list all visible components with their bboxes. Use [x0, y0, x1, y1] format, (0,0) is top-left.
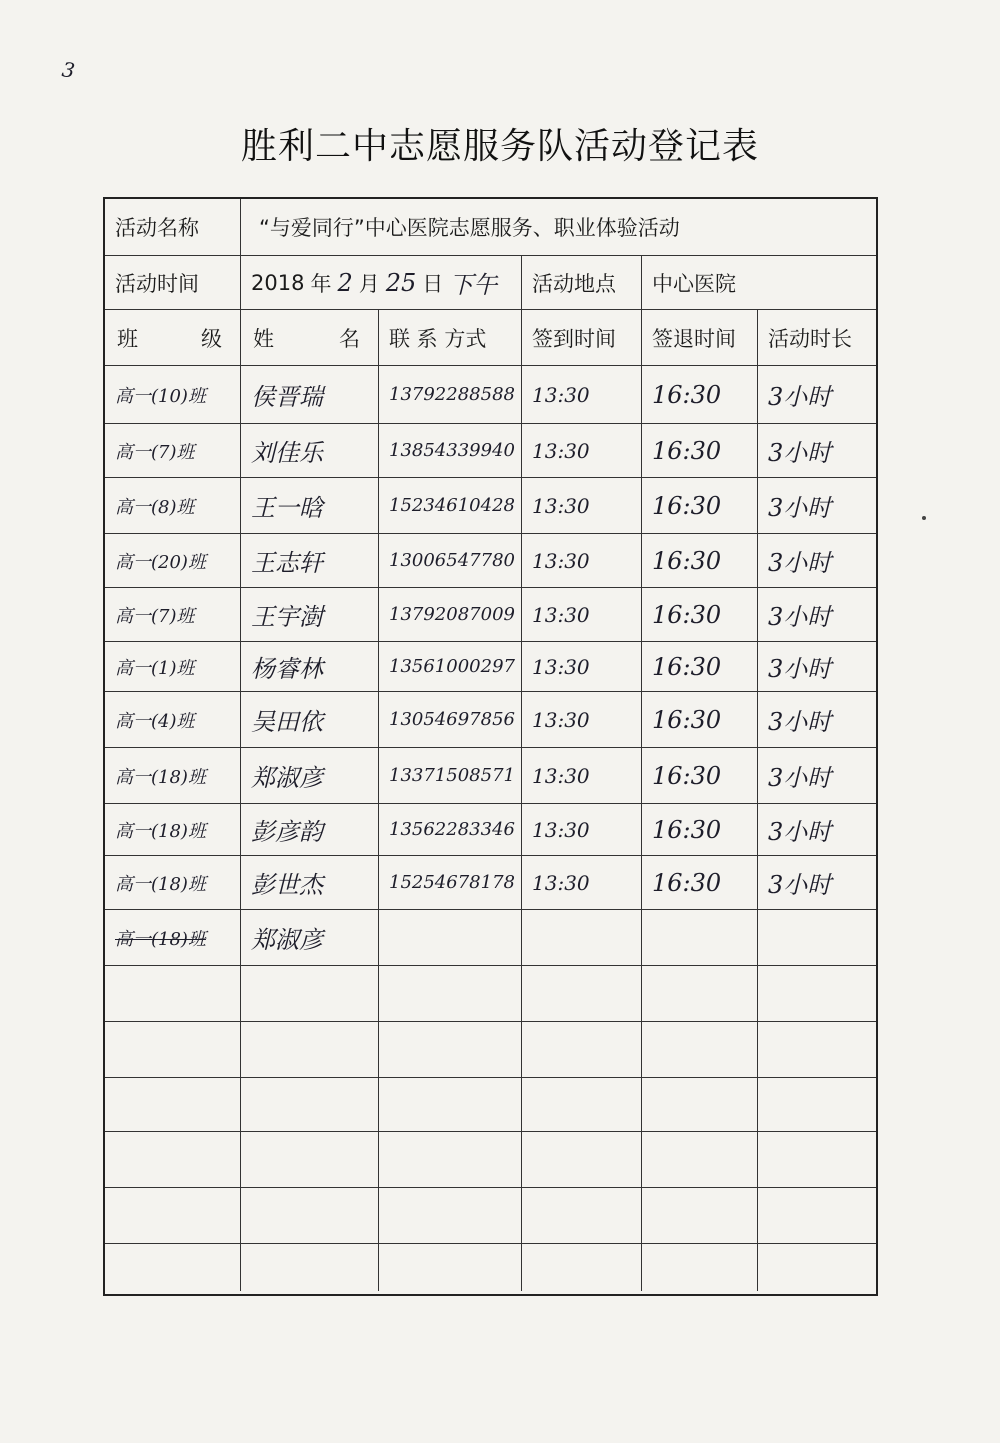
cell-sign-in: [521, 1188, 641, 1243]
table-row: [105, 477, 876, 533]
cell-sign-in: 13:30: [521, 692, 641, 747]
table-row: [105, 1131, 876, 1187]
cell-phone: 15254678178: [378, 856, 521, 909]
cell-phone: 13054697856: [378, 692, 521, 747]
cell-phone: 13792087009: [378, 588, 521, 641]
table-row: [105, 1077, 876, 1131]
cell-phone: [378, 1132, 521, 1187]
activity-year: 2018: [251, 270, 305, 295]
cell-sign-in: 13:30: [521, 642, 641, 691]
cell-sign-in: 13:30: [521, 804, 641, 855]
cell-sign-in: 13:30: [521, 748, 641, 803]
table-row: [105, 747, 876, 803]
header-sign-in: 签到时间: [521, 310, 641, 365]
cell-duration: 3小时: [757, 692, 876, 747]
form-title: 胜利二中志愿服务队活动登记表: [240, 126, 759, 167]
cell-duration: 3小时: [757, 424, 876, 477]
cell-phone: [378, 1244, 521, 1291]
cell-class: 高一(20)班: [115, 551, 206, 573]
cell-sign-in: 13:30: [521, 424, 641, 477]
cell-class: 高一(4)班: [115, 710, 195, 732]
activity-name-row: [105, 199, 876, 255]
activity-place-value: 中心医院: [641, 256, 876, 309]
cell-name: 王志轩: [240, 534, 378, 587]
cell-class: [105, 1078, 240, 1131]
cell-duration: [757, 966, 876, 1021]
cell-sign-in: [521, 1078, 641, 1131]
cell-duration: [757, 1132, 876, 1187]
header-sign-out: 签退时间: [641, 310, 757, 365]
cell-sign-out: 16:30: [641, 424, 757, 477]
cell-sign-in: [521, 966, 641, 1021]
cell-class: 高一(18)班: [115, 820, 206, 842]
cell-sign-out: 16:30: [641, 534, 757, 587]
table-row: [105, 587, 876, 641]
cell-name: [240, 966, 378, 1021]
cell-name: 刘佳乐: [240, 424, 378, 477]
cell-class: [105, 1132, 240, 1187]
cell-sign-out: 16:30: [641, 588, 757, 641]
table-row: [105, 691, 876, 747]
cell-phone: 13561000297: [378, 642, 521, 691]
activity-name-value: “与爱同行”中心医院志愿服务、职业体验活动: [240, 199, 876, 255]
header-duration: 活动时长: [757, 310, 876, 365]
activity-name-label: 活动名称: [115, 216, 199, 240]
cell-name: [240, 1188, 378, 1243]
table-row: [105, 533, 876, 587]
cell-phone: 13792288588: [378, 366, 521, 423]
cell-name: [240, 1244, 378, 1291]
cell-phone: [378, 1188, 521, 1243]
cell-class: 高一(10)班: [115, 385, 206, 407]
cell-sign-out: 16:30: [641, 692, 757, 747]
cell-sign-in: 13:30: [521, 856, 641, 909]
header-contact: 联 系 方式: [378, 310, 521, 365]
cell-class: [105, 966, 240, 1021]
cell-phone: 13854339940: [378, 424, 521, 477]
table-row: [105, 641, 876, 691]
cell-sign-out: 16:30: [641, 642, 757, 691]
activity-time-value: [240, 256, 521, 309]
table-row: [105, 1021, 876, 1077]
cell-duration: 3小时: [757, 642, 876, 691]
cell-sign-out: 16:30: [641, 366, 757, 423]
cell-name: 郑淑彦: [240, 748, 378, 803]
cell-name: 彭彦韵: [240, 804, 378, 855]
cell-sign-out: 16:30: [641, 748, 757, 803]
cell-duration: 3小时: [757, 748, 876, 803]
cell-duration: [757, 1244, 876, 1291]
cell-phone: 13371508571: [378, 748, 521, 803]
activity-day-unit: 日: [422, 271, 444, 296]
cell-class: [105, 1244, 240, 1291]
header-class-b: 级: [201, 326, 222, 351]
activity-month: 2: [337, 268, 353, 297]
cell-sign-out: [641, 1078, 757, 1131]
cell-sign-out: [641, 1244, 757, 1291]
cell-name: [240, 1132, 378, 1187]
header-name-b: 名: [339, 326, 360, 351]
cell-sign-in: [521, 1244, 641, 1291]
cell-sign-out: [641, 1022, 757, 1077]
cell-sign-in: 13:30: [521, 588, 641, 641]
activity-place-label: 活动地点: [521, 256, 641, 309]
cell-sign-in: 13:30: [521, 366, 641, 423]
table-row: [105, 909, 876, 965]
cell-class: 高一(1)班: [115, 657, 195, 679]
activity-period: 下午: [449, 271, 498, 299]
cell-phone: [378, 910, 521, 965]
cell-phone: 13006547780: [378, 534, 521, 587]
cell-duration: 3小时: [757, 478, 876, 533]
cell-name: 吴田依: [240, 692, 378, 747]
table-row: [105, 803, 876, 855]
activity-time-label: 活动时间: [115, 271, 199, 296]
cell-sign-out: 16:30: [641, 804, 757, 855]
ink-speck: [922, 516, 926, 520]
cell-phone: 13562283346: [378, 804, 521, 855]
cell-class: [105, 1022, 240, 1077]
table-row: [105, 1243, 876, 1291]
activity-day: 25: [385, 268, 417, 297]
activity-year-unit: 年: [310, 271, 332, 296]
table-row: [105, 855, 876, 909]
cell-duration: [757, 1078, 876, 1131]
header-name: [240, 310, 378, 365]
cell-phone: [378, 966, 521, 1021]
cell-sign-in: [521, 1132, 641, 1187]
cell-duration: 3小时: [757, 534, 876, 587]
cell-duration: 3小时: [757, 366, 876, 423]
column-header-row: [105, 309, 876, 365]
cell-duration: 3小时: [757, 804, 876, 855]
cell-sign-out: 16:30: [641, 478, 757, 533]
cell-duration: [757, 1188, 876, 1243]
table-row: [105, 365, 876, 423]
header-class: [105, 310, 240, 365]
cell-name: [240, 1022, 378, 1077]
cell-name: 杨睿林: [240, 642, 378, 691]
cell-phone: 15234610428: [378, 478, 521, 533]
table-row: [105, 1187, 876, 1243]
cell-sign-in: 13:30: [521, 534, 641, 587]
page-number: 3: [60, 57, 77, 83]
cell-sign-out: [641, 966, 757, 1021]
activity-time-row: [105, 255, 876, 309]
cell-phone: [378, 1078, 521, 1131]
cell-name: 王宇澍: [240, 588, 378, 641]
cell-name: 王一晗: [240, 478, 378, 533]
cell-sign-out: [641, 910, 757, 965]
header-class-a: 班: [117, 326, 138, 351]
cell-sign-in: [521, 910, 641, 965]
cell-duration: [757, 1022, 876, 1077]
cell-duration: [757, 910, 876, 965]
cell-class: 高一(18)班: [115, 873, 206, 895]
table-row: [105, 423, 876, 477]
header-name-a: 姓: [253, 326, 274, 351]
registration-form: [103, 197, 878, 1296]
cell-class: 高一(7)班: [115, 605, 195, 627]
cell-class: 高一(7)班: [115, 441, 195, 463]
activity-month-unit: 月: [358, 271, 380, 296]
cell-name: [240, 1078, 378, 1131]
cell-duration: 3小时: [757, 856, 876, 909]
cell-name: 侯晋瑞: [240, 366, 378, 423]
cell-name: 郑淑彦: [240, 910, 378, 965]
cell-sign-out: 16:30: [641, 856, 757, 909]
cell-sign-out: [641, 1188, 757, 1243]
cell-name: 彭世杰: [240, 856, 378, 909]
cell-class: [105, 1188, 240, 1243]
cell-phone: [378, 1022, 521, 1077]
cell-sign-out: [641, 1132, 757, 1187]
cell-sign-in: 13:30: [521, 478, 641, 533]
cell-duration: 3小时: [757, 588, 876, 641]
cell-class: 高一(18)班: [115, 928, 206, 950]
cell-sign-in: [521, 1022, 641, 1077]
cell-class: 高一(18)班: [115, 766, 206, 788]
cell-class: 高一(8)班: [115, 496, 195, 518]
table-row: [105, 965, 876, 1021]
